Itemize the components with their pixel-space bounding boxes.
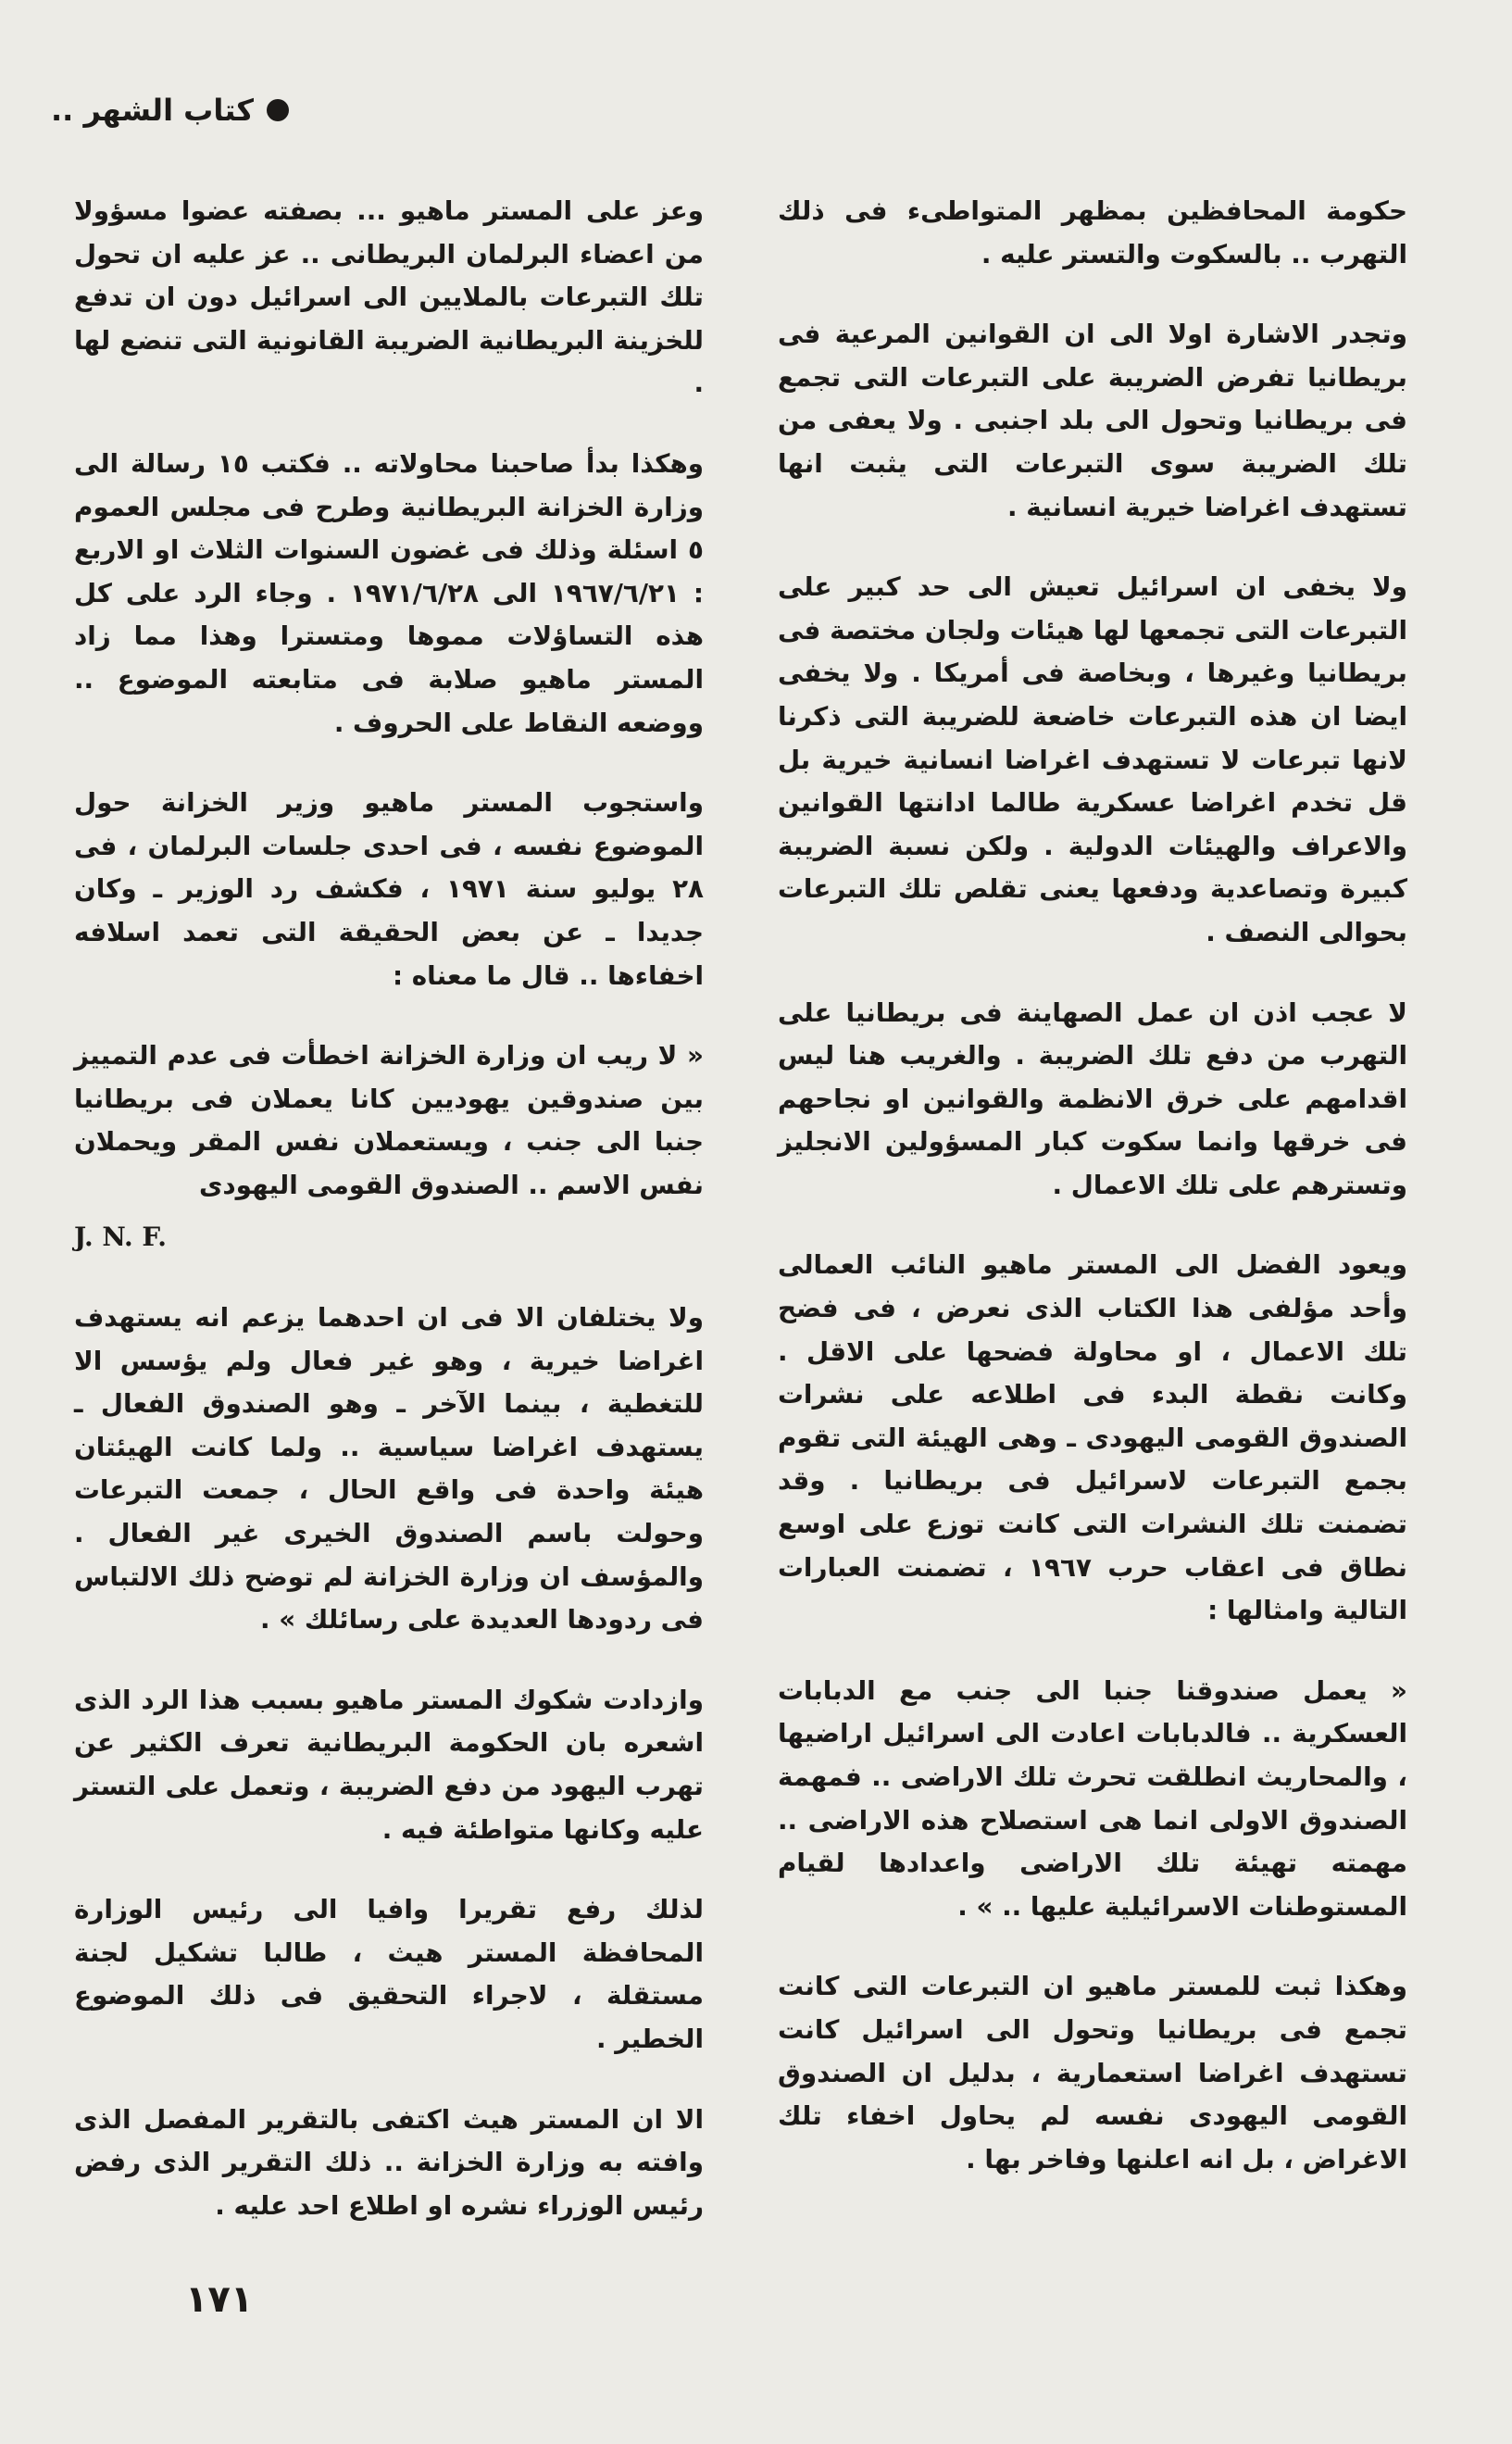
quote-paragraph: « يعمل صندوقنا جنبا الى جنب مع الدبابات العسكرية .. فالدبابات اعادت الى اسرائيل اراضيها ، والمحاريث انطلقت تحرث تلك الاراضى .. فمهمة الصندوق الاولى انما هى استصلاح هذه الاراضى .. مهمته تهيئة تلك الاراضى واعدادها لقيام المستوطنات الاسرائيلية عليها .. » .: [778, 1674, 1407, 1922]
paragraph: وعز على المستر ماهيو ... بصفته عضوا مسؤولا من اعضاء البرلمان البريطانى .. عز عليه ان تحول تلك التبرعات بالملايين الى اسرائيل دون ان تدفع للخزينة البريطانية الضريبة القانونية التى تنضع لها .: [74, 195, 704, 399]
right-column: [778, 190, 1407, 2218]
paragraph: واستجوب المستر ماهيو وزير الخزانة حول الموضوع نفسه ، فى احدى جلسات البرلمان ، فى ٢٨ يوليو سنة ١٩٧١ ، فكشف رد الوزير ـ وكان جديدا ـ عن بعض الحقيقة التى تعمد اسلافه اخفاءها .. قال ما معناه :: [74, 787, 704, 991]
bullet-icon: [267, 99, 289, 121]
paragraph: وتجدر الاشارة اولا الى ان القوانين المرعية فى بريطانيا تفرض الضريبة على التبرعات التى تجمع فى بريطانيا وتحول الى بلد اجنبى . ولا يعفى من تلك الضريبة سوى التبرعات التى يثبت انها تستهدف اغراضا خيرية انسانية .: [778, 319, 1407, 522]
paragraph: ويعود الفضل الى المستر ماهيو النائب العمالى وأحد مؤلفى هذا الكتاب الذى نعرض ، فى فضح تلك الاعمال ، او محاولة فضحها على الاقل . وكانت نقطة البدء فى اطلاعه على نشرات الصندوق القومى اليهودى ـ وهى الهيئة التى تقوم بجمع التبرعات لاسرائيل فى بريطانيا . وقد تضمنت تلك النشرات التى كانت توزع على اوسع نطاق فى اعقاب حرب ١٩٦٧ ، تضمنت العبارات التالية وامثالها :: [778, 1249, 1407, 1626]
paragraph: وازدادت شكوك المستر ماهيو بسبب هذا الرد الذى اشعره بان الحكومة البريطانية تعرف الكثير عن تهرب اليهود من دفع الضريبة ، وتعمل على التستر عليه وكانها متواطئة فيه .: [74, 1684, 704, 1845]
running-header: [51, 93, 289, 128]
acronym-jnf: J. N. F.: [74, 1222, 167, 1253]
paragraph: ولا يخفى ان اسرائيل تعيش الى حد كبير على التبرعات التى تجمعها لها هيئات ولجان مختصة فى بريطانيا وغيرها ، وبخاصة فى أمريكا . ولا يخفى ايضا ان هذه التبرعات خاضعة للضريبة التى ذكرنا لانها تبرعات لا تستهدف اغراضا انسانية خيرية بل قل تخدم اغراضا عسكرية طالما ادانتها القوانين والاعراف والهيئات الدولية . ولكن نسبة الضريبة كبيرة وتصاعدية ودفعها يعنى تقلص تلك التبرعات بحوالى النصف .: [778, 571, 1407, 947]
paragraph: لذلك رفع تقريرا وافيا الى رئيس الوزارة المحافظة المستر هيث ، طالبا تشكيل لجنة مستقلة ، لاجراء التحقيق فى ذلك الموضوع الخطير .: [74, 1894, 704, 2054]
quote-paragraph: « لا ريب ان وزارة الخزانة اخطأت فى عدم التمييز بين صندوقين يهوديين كانا يعملان فى بريطانيا جنبا الى جنب ، ويستعملان نفس المقر ويحملان نفس الاسم .. الصندوق القومى اليهودى: [74, 1040, 704, 1200]
paragraph: حكومة المحافظين بمظهر المتواطىء فى ذلك التهرب .. بالسكوت والتستر عليه .: [778, 195, 1407, 269]
left-column: [74, 190, 704, 2264]
paragraph: الا ان المستر هيث اكتفى بالتقرير المفصل الذى وافته به وزارة الخزانة .. ذلك التقرير الذى رفض رئيس الوزراء نشره او اطلاع احد عليه .: [74, 2103, 704, 2221]
paragraph: وهكذا ثبت للمستر ماهيو ان التبرعات التى كانت تجمع فى بريطانيا وتحول الى اسرائيل كانت تستهدف اغراضا استعمارية ، بدليل ان الصندوق القومى اليهودى نفسه لم يحاول اخفاء تلك الاغراض ، بل انه اعلنها وفاخر بها .: [778, 1971, 1407, 2175]
header-title: كتاب الشهر ..: [51, 93, 255, 128]
paragraph: لا عجب اذن ان عمل الصهاينة فى بريطانيا على التهرب من دفع تلك الضريبة . والغريب هنا ليس اقدامهم على خرق الانظمة والقوانين او نجاحهم فى خرقها وانما سكوت كبار المسؤولين الانجليز وتسترهم على تلك الاعمال .: [778, 996, 1407, 1200]
paragraph: وهكذا بدأ صاحبنا محاولاته .. فكتب ١٥ رسالة الى وزارة الخزانة البريطانية وطرح فى مجلس العموم ٥ اسئلة وذلك فى غضون السنوات الثلاث او الاربع : ١٩٦٧/٦/٢١ الى ١٩٧١/٦/٢٨ . وجاء الرد على كل هذه التساؤلات مموها ومتسترا وهذا مما زاد المستر ماهيو صلابة فى متابعته الموضوع .. ووضعه النقاط على الحروف .: [74, 447, 704, 738]
page-number: ١٧١: [185, 2278, 254, 2321]
paragraph: ولا يختلفان الا فى ان احدهما يزعم انه يستهدف اغراضا خيرية ، وهو غير فعال ولم يؤسس الا للتغطية ، بينما الآخر ـ وهو الصندوق الفعال ـ يستهدف اغراضا سياسية .. ولما كانت الهيئتان هيئة واحدة فى واقع الحال ، جمعت التبرعات وحولت باسم الصندوق الخيرى غير الفعال . والمؤسف ان وزارة الخزانة لم توضح ذلك الالتباس فى ردودها العديدة على رسائلك » .: [74, 1302, 704, 1636]
